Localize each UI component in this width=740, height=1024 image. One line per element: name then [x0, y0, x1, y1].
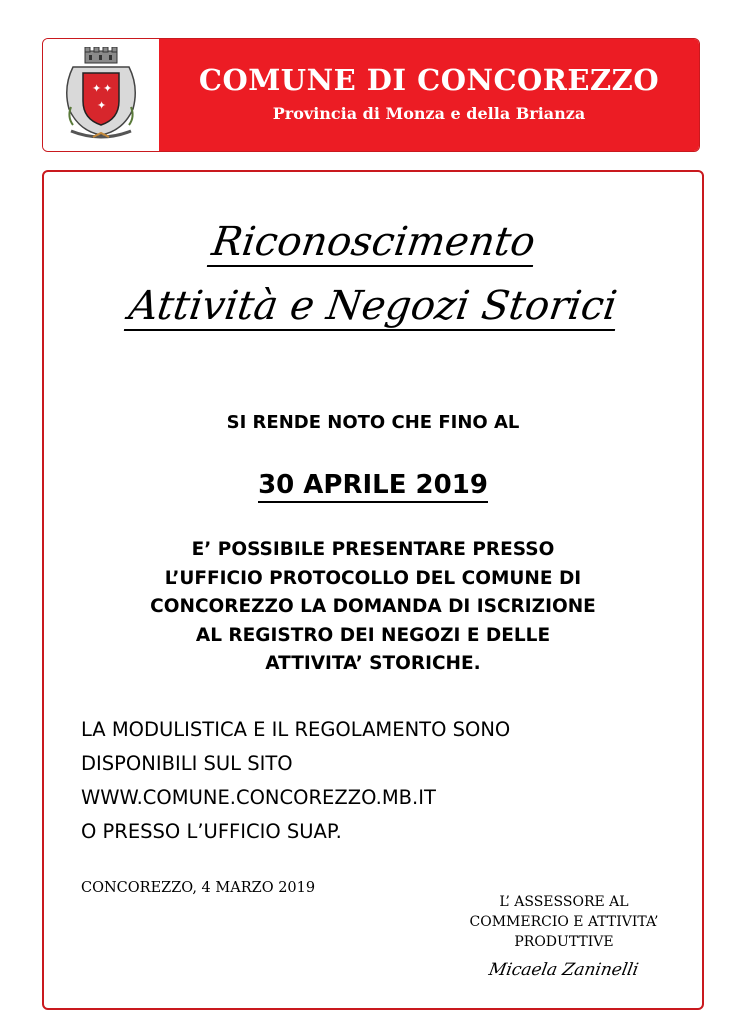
- info-line: O PRESSO L’UFFICIO SUAP.: [81, 820, 342, 843]
- paragraph-line: E’ POSSIBILE PRESENTARE PRESSO: [191, 539, 555, 560]
- signature-name: Micaela Zaninelli: [487, 960, 641, 980]
- deadline: [44, 470, 702, 503]
- notice-frame: [42, 170, 704, 1010]
- svg-text:✦: ✦: [92, 82, 102, 95]
- notice-title-text-1: Riconoscimento: [207, 222, 540, 267]
- date-line: CONCOREZZO, 4 MARZO 2019: [81, 880, 316, 896]
- website-url: WWW.COMUNE.CONCOREZZO.MB.IT: [81, 786, 436, 809]
- paragraph-line: L’UFFICIO PROTOCOLLO DEL COMUNE DI: [164, 567, 582, 589]
- paragraph-line: ATTIVITA’ STORICHE.: [265, 653, 481, 674]
- paragraph-line: CONCOREZZO LA DOMANDA DI ISCRIZIONE: [150, 596, 596, 617]
- notice-intro: SI RENDE NOTO CHE FINO AL: [226, 412, 520, 433]
- province-subtitle: Provincia di Monza e della Brianza: [272, 104, 586, 124]
- notice-title-text-2: Attività e Negozi Storici: [124, 286, 621, 331]
- header-title-band: [159, 39, 699, 151]
- svg-text:✦: ✦: [97, 99, 107, 112]
- info-line: LA MODULISTICA E IL REGOLAMENTO SONO: [81, 718, 511, 741]
- municipality-title: COMUNE DI CONCOREZZO: [198, 62, 660, 97]
- signature-role-line-1: L’ ASSESSORE AL: [499, 894, 629, 910]
- info-line: DISPONIBILI SUL SITO: [81, 752, 293, 775]
- svg-text:✦: ✦: [103, 82, 113, 95]
- info-paragraph: [81, 713, 510, 849]
- signature-role-line-3: PRODUTTIVE: [514, 934, 614, 950]
- application-paragraph: [44, 536, 702, 679]
- signature-role-line-2: COMMERCIO E ATTIVITA’: [469, 914, 659, 930]
- notice-title-line-1: [44, 219, 702, 267]
- coat-of-arms-icon: [59, 47, 143, 143]
- crest-container: [43, 39, 159, 151]
- notice-title-line-2: [44, 283, 702, 331]
- paragraph-line: AL REGISTRO DEI NEGOZI E DELLE: [195, 624, 551, 646]
- signature-block: [444, 892, 684, 981]
- deadline-date: 30 APRILE 2019: [258, 470, 488, 503]
- header-banner: [42, 38, 700, 152]
